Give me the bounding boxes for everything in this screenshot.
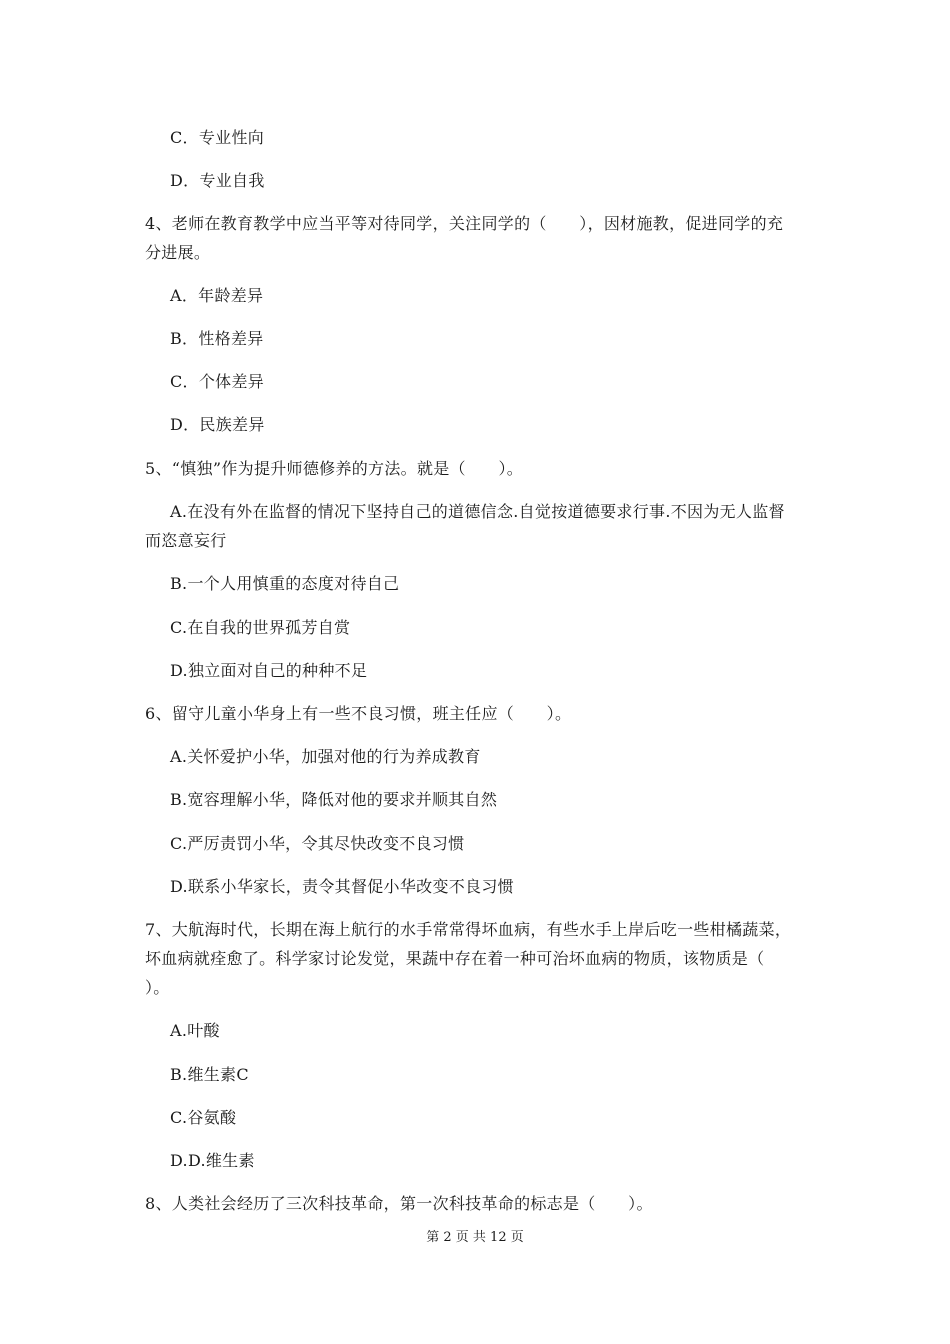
q4-option-a: A．年龄差异 — [170, 286, 264, 305]
q5-option-a-line2: 而恣意妄行 — [145, 531, 227, 550]
q8-stem: 8、人类社会经历了三次科技革命，第一次科技革命的标志是（ ）。 — [145, 1194, 653, 1213]
q5-option-c: C.在自我的世界孤芳自赏 — [170, 618, 351, 637]
q5-option-a-line1: A.在没有外在监督的情况下坚持自己的道德信念.自觉按道德要求行事.不因为无人监督 — [170, 502, 785, 521]
q4-option-c: C．个体差异 — [170, 372, 265, 391]
q7-stem-line3: ）。 — [145, 978, 170, 997]
q5-stem: 5、“慎独”作为提升师德修养的方法。就是（ ）。 — [145, 459, 524, 478]
q3-option-c: C．专业性向 — [170, 128, 265, 147]
q5-option-d: D.独立面对自己的种种不足 — [170, 661, 368, 680]
q7-option-d: D.D.维生素 — [170, 1151, 255, 1170]
q6-option-b: B.宽容理解小华，降低对他的要求并顺其自然 — [170, 790, 498, 809]
q4-option-b: B．性格差异 — [170, 329, 264, 348]
q3-option-d: D．专业自我 — [170, 171, 265, 190]
q6-stem: 6、留守儿童小华身上有一些不良习惯，班主任应（ ）。 — [145, 704, 572, 723]
q7-option-a: A.叶酸 — [170, 1021, 220, 1040]
q7-option-b: B.维生素C — [170, 1065, 249, 1084]
q4-stem-line1: 4、老师在教育教学中应当平等对待同学，关注同学的（ ），因材施教，促进同学的充 — [145, 214, 784, 233]
q6-option-d: D.联系小华家长，责令其督促小华改变不良习惯 — [170, 877, 514, 896]
q7-stem-line1: 7、大航海时代，长期在海上航行的水手常常得坏血病，有些水手上岸后吃一些柑橘蔬菜， — [145, 920, 792, 939]
q6-option-c: C.严厉责罚小华，令其尽快改变不良习惯 — [170, 834, 465, 853]
page-number-footer: 第 2 页 共 12 页 — [426, 1230, 524, 1245]
q6-option-a: A.关怀爱护小华，加强对他的行为养成教育 — [170, 747, 481, 766]
q7-stem-line2: 坏血病就痊愈了。科学家讨论发觉，果蔬中存在着一种可治坏血病的物质，该物质是（ — [145, 949, 765, 968]
q4-option-d: D．民族差异 — [170, 415, 265, 434]
q7-option-c: C.谷氨酸 — [170, 1108, 237, 1127]
q4-stem-line2: 分进展。 — [145, 243, 211, 262]
q5-option-b: B.一个人用慎重的态度对待自己 — [170, 574, 400, 593]
